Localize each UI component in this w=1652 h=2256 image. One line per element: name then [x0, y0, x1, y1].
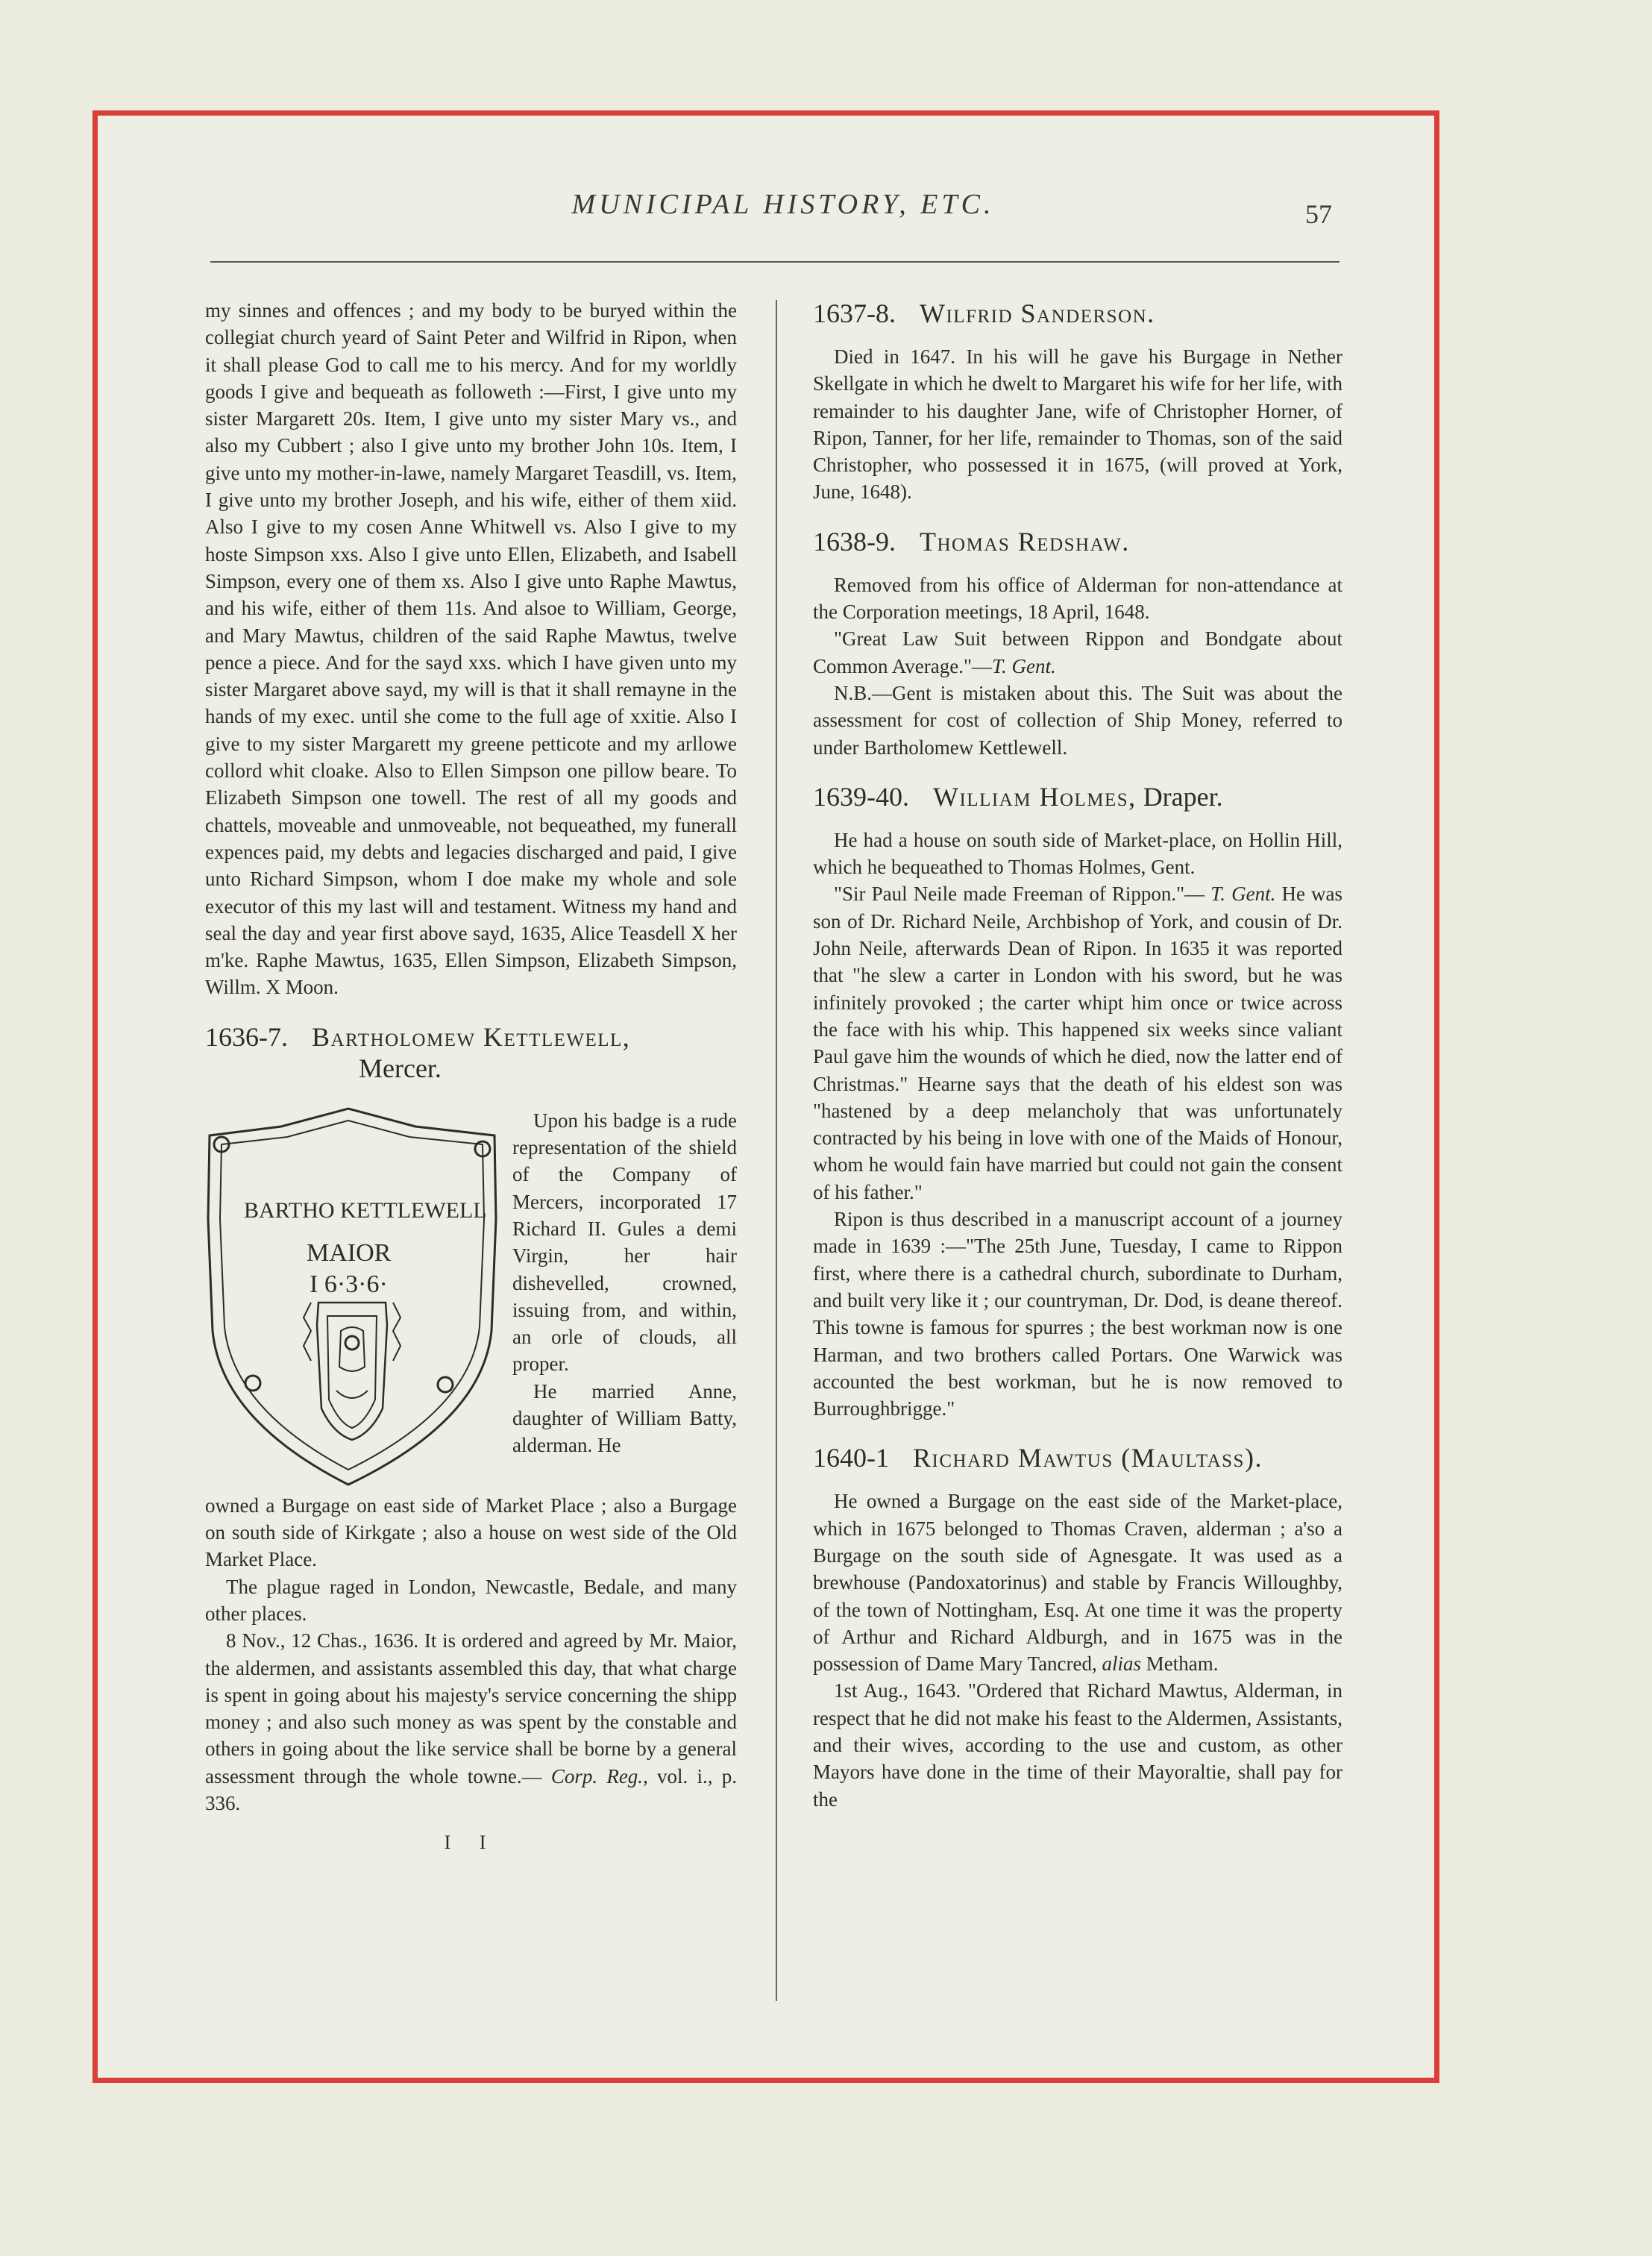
entry-1638-p3: N.B.—Gent is mistaken about this. The Suit was about the assessment for cost of collection of Ship Money, referred to under Bartholomew Kettlewell. — [813, 681, 1342, 759]
entry-1640-p2: 1st Aug., 1643. "Ordered that Richard Mawtus, Alderman, in respect that he did not make his feast to the Aldermen, Assistants, and their wives, according to the use and custom, as other Mayors have done in the time of their Mayoraltie, shall pay for the — [813, 1679, 1342, 1811]
entry-1637-text: Died in 1647. In his will he gave his Burgage in Nether Skellgate in which he dwelt to Margaret his wife for her life, with remainder to his daughter Jane, wife of Christopher Horner, of Ripon, Tanner, for her life, remainder to Thomas, son of the said Christopher, who possessed it in 1675, (will proved at York, June, 1648). — [813, 345, 1342, 504]
entry-1639-p2: "Sir Paul Neile made Freeman of Rippon."— T. Gent. He was son of Dr. Richard Neile, Archbishop of York, and cousin of Dr. John Neile, afterwards Dean of Ripon. In 1635 it was reported that "he slew a carter in London with his sword, but he was infinitely provoked ; the carter whipt him once or twice across the face with his whip. This happened six weeks since valiant Paul gave him the wounds of which he died, now the latter end of Christmas." Hearne says that the death of his eldest son was "hastened by a deep melancholy that was unfortunately contracted by his being in love with one of the Maids of Honour, whom he would fain have married but could not gain the consent of his father." — [813, 883, 1342, 1203]
entry-heading-1639: 1639-40. William Holmes, Draper. — [813, 781, 1223, 812]
entry-heading-1636 — [205, 1021, 737, 1053]
running-head: MUNICIPAL HISTORY, ETC. — [571, 189, 995, 220]
entry-heading-1637: 1637-8. Wilfrid Sanderson. — [813, 298, 1155, 328]
plague-paragraph: The plague raged in London, Newcastle, Bedale, and many other places. — [205, 1575, 737, 1625]
column-divider — [776, 300, 777, 2001]
entry-1639-p3: Ripon is thus described in a manuscript account of a journey made in 1639 :—"The 25th June, Tuesday, I came to Rippon first, where there is a cathedral church, subordinate to Durham, and built very like it ; our countryman, Dr. Dod, is deane thereof. This towne is famous for spurres ; the best workman now is one Harman, and two brothers called Portars. One Warwick was accounted the best workman, but he is now removed to Burroughbrigge." — [813, 1208, 1342, 1420]
married-paragraph-continued: owned a Burgage on east side of Market Place ; also a Burgage on south side of Kirkgate ; also a house on west side of the Old Market Place. — [205, 1494, 737, 1571]
will-text: my sinnes and offences ; and my body to be buryed within the collegiat church yeard of Saint Peter and Wilfrid in Ripon, when it shall please God to call me to his mercy. And for my worldly goods I give and bequeath as followeth :—First, I give unto my sister Margarett 20s. Item, I give unto my sister Mary vs., and also my Cubbert ; also I give unto my brother John 10s. Item, I give unto my mother-in-lawe, namely Margaret Teasdill, vs. Item, I give unto my brother Joseph, and his wife, either of them xiid. Also I give to my cosen Anne Whitwell vs. Also I give to my hoste Simpson xxs. Also I give unto Ellen, Elizabeth, and Isabell Simpson, every one of them xs. Also I give unto Raphe Mawtus, and his wife, either of them 11s. And alsoe to William, George, and Mary Mawtus, children of the said Raphe Mawtus, twelve pence a piece. And for the sayd xxs. which I have given unto my sister Margaret above sayd, my will is that it shall remayne in the hands of my exec. until she come to the full age of xxitie. Also I give to my sister Margarett my greene petticote and my arllowe collord whit cloake. Also to Ellen Simpson one pillow beare. To Elizabeth Simpson one towell. The rest of all my goods and chattels, moveable and unmoveable, not bequeathed, my funerall expences paid, my debts and legacies discharged and paid, I give unto Richard Simpson, whom I doe make my whole and sole executor of this my last will and testament. Witness my hand and seal the day and year first above sayd, 1635, Alice Teasdell X her m'ke. Raphe Mawtus, 1635, Ellen Simpson, Elizabeth Simpson, Willm. X Moon. — [205, 299, 737, 999]
entry-1639-p1: He had a house on south side of Market-place, on Hollin Hill, which he bequeathed to Thomas Holmes, Gent. — [813, 828, 1342, 879]
badge-inscription-date: I 6·3·6· — [310, 1270, 388, 1298]
entry-1640-p1: He owned a Burgage on the east side of the Market-place, which in 1675 belonged to Thomas Craven, alderman ; a'so a Burgage on the south side of Agnesgate. It was used as a brewhouse (Pandoxatorinus) and stable by Francis Willoughby, of the town of Nottingham, Esq. At one time it was the property of Arthur and Richard Aldburgh, and in 1675 was in the possession of Dame Mary Tancred, alias Metham. — [813, 1490, 1342, 1676]
page-number: 57 — [1305, 199, 1332, 229]
entry-year: 1636-7. — [205, 1021, 288, 1052]
entry-trade: Mercer. — [359, 1053, 442, 1083]
entry-heading-1638: 1638-9. Thomas Redshaw. — [813, 526, 1130, 557]
badge-inscription-name: BARTHO KETTLEWELL — [244, 1197, 487, 1223]
entry-1638-p2: "Great Law Suit between Rippon and Bondgate about Common Average."—T. Gent. — [813, 627, 1342, 677]
left-column — [205, 297, 737, 1854]
header-rule — [210, 261, 1339, 263]
married-paragraph-start: He married Anne, daughter of William Batty, alderman. He — [512, 1379, 737, 1457]
badge-description — [512, 1107, 737, 1459]
citation: Corp. Reg. — [550, 1764, 644, 1787]
mayor-badge-illustration — [199, 1107, 505, 1488]
order-paragraph: 8 Nov., 12 Chas., 1636. It is ordered and agreed by Mr. Maior, the aldermen, and assistants assembled this day, that what charge is spent in going about his majesty's service concerning the shipp money ; and also such money as was spent by the constable and others in going about the like service shall be borne by a general assessment through the whole towne.— Corp. Reg., vol. i., p. 336. — [205, 1629, 737, 1814]
badge-section — [205, 1107, 737, 1492]
badge-inscription-title: MAIOR — [307, 1238, 392, 1267]
entry-name: Bartholomew Kettlewell, — [312, 1021, 631, 1052]
badge-paragraph: Upon his badge is a rude representation of the shield of the Company of Mercers, incorporated 17 Richard II. Gules a demi Virgin, her hair dishevelled, crowned, issuing from, and within, an orle of clouds, all proper. — [512, 1109, 737, 1376]
right-column — [813, 297, 1342, 1813]
entry-1638-p1: Removed from his office of Alderman for non-attendance at the Corporation meetings, 18 April, 1648. — [813, 573, 1342, 624]
signature-mark: I I — [444, 1832, 498, 1854]
entry-heading-1640: 1640-1 Richard Mawtus (Maultass). — [813, 1443, 1263, 1473]
